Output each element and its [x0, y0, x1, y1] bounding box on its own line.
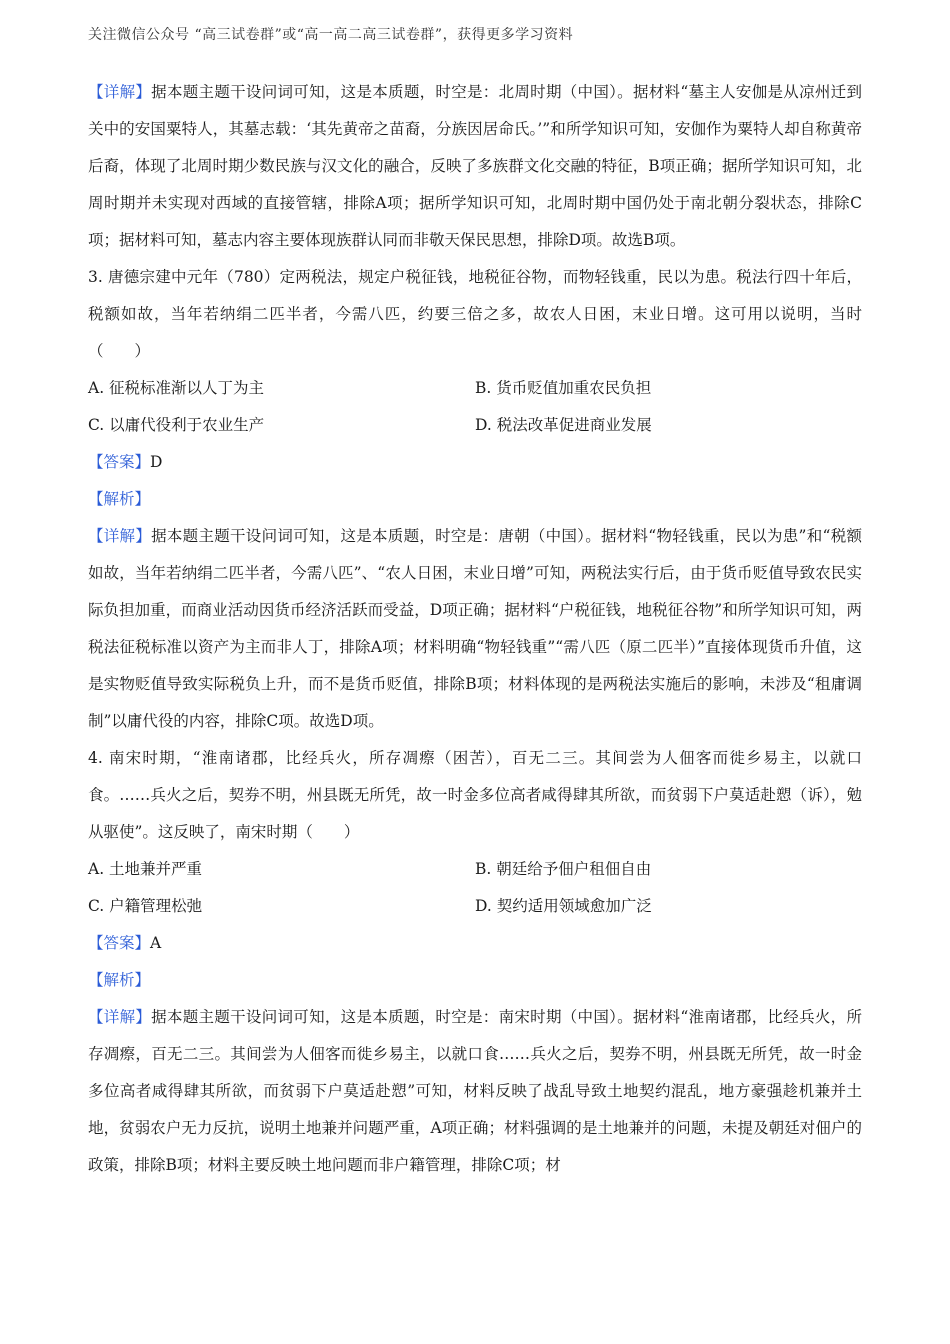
analysis-tag: 【解析】 — [88, 490, 151, 508]
answer-tag: 【答案】 — [88, 453, 151, 471]
page-header: 关注微信公众号 “高三试卷群”或“高一高二高三试卷群”，获得更多学习资料 — [88, 27, 574, 43]
q4-analysis — [88, 962, 862, 999]
q4-answer — [88, 925, 862, 962]
q4-options-row-2 — [88, 888, 862, 925]
q3-option-d: D. 税法改革促进商业发展 — [475, 416, 652, 434]
q4-option-d: D. 契约适用领域愈加广泛 — [475, 897, 652, 915]
q4-detail-text: 据本题主题干设问词可知，这是本质题，时空是：南宋时期（中国）。据材料“淮南诸郡，比经兵火，所存凋瘵，百无二三。其间尝为人佃客而徙乡易主，以就口食……兵火之后，契券不明，州县既无所凭，故一时金多位高者咸得肆其所欲，而贫弱下户莫适赴愬”可知，材料反映了战乱导致土地契约混乱，地方豪强趁机兼并土地，贫弱农户无力反抗，说明土地兼并问题严重，A项正确；材料强调的是土地兼并的问题，未提及朝廷对佃户的政策，排除B项；材料主要反映土地问题而非户籍管理，排除C项；材 — [88, 1008, 862, 1174]
q3-detail-text: 据本题主题干设问词可知，这是本质题，时空是：唐朝（中国）。据材料“物轻钱重，民以为患”和“税额如故，当年若纳绢二匹半者，今需八匹”、“农人日困，末业日增”可知，两税法实行后，由于货币贬值导致农民实际负担加重，而商业活动因货币经济活跃而受益，D项正确；据材料“户税征钱，地税征谷物”和所学知识可知，两税法征税标准以资产为主而非人丁，排除A项；材料明确“物轻钱重”“需八匹（原二匹半）”直接体现货币升值，这是实物贬值导致实际税负上升，而不是货币贬值，排除B项；材料体现的是两税法实施后的影响，未涉及“租庸调制”以庸代役的内容，排除C项。故选D项。 — [88, 527, 862, 730]
document-body — [88, 74, 862, 1184]
answer-tag: 【答案】 — [88, 934, 151, 952]
q4-options-row-1 — [88, 851, 862, 888]
q4-detail — [88, 999, 862, 1184]
q4-option-c: C. 户籍管理松弛 — [88, 897, 203, 915]
q4-option-a: A. 土地兼并严重 — [88, 860, 203, 878]
q3-option-b: B. 货币贬值加重农民负担 — [475, 379, 652, 397]
q3-analysis — [88, 481, 862, 518]
q3-option-a: A. 征税标准渐以人丁为主 — [88, 379, 265, 397]
q3-stem: 3. 唐德宗建中元年（780）定两税法，规定户税征钱，地税征谷物，而物轻钱重，民以为患。税法行四十年后，税额如故，当年若纳绢二匹半者，今需八匹，约要三倍之多，故农人日困，末业日增。这可用以说明，当时（ ） — [88, 268, 862, 360]
detail-tag: 【详解】 — [88, 527, 152, 545]
q4-answer-value: A — [150, 934, 162, 952]
q4-stem: 4. 南宋时期，“淮南诸郡，比经兵火，所存凋瘵（困苦），百无二三。其间尝为人佃客而徙乡易主，以就口食。……兵火之后，契券不明，州县既无所凭，故一时金多位高者咸得肆其所欲，而贫弱下户莫适赴愬（诉），勉从驱使”。这反映了，南宋时期（ ） — [88, 749, 862, 841]
q3-answer-value: D — [150, 453, 163, 471]
q3-detail — [88, 518, 862, 740]
analysis-tag: 【解析】 — [88, 971, 151, 989]
q2-detail-text: 据本题主题干设问词可知，这是本质题，时空是：北周时期（中国）。据材料“墓主人安伽是从凉州迁到关中的安国粟特人，其墓志载：‘其先黄帝之苗裔，分族因居命氏。’”和所学知识可知，安伽作为粟特人却自称黄帝后裔，体现了北周时期少数民族与汉文化的融合，反映了多族群文化交融的特征，B项正确；据所学知识可知，北周时期并未实现对西域的直接管辖，排除A项；据所学知识可知，北周时期中国仍处于南北朝分裂状态，排除C项；据材料可知，墓志内容主要体现族群认同而非敬天保民思想，排除D项。故选B项。 — [88, 83, 862, 249]
q3-answer — [88, 444, 862, 481]
detail-tag: 【详解】 — [88, 1008, 152, 1026]
q2-detail — [88, 74, 862, 259]
q3-options-row-1 — [88, 370, 862, 407]
q3-options-row-2 — [88, 407, 862, 444]
q4-option-b: B. 朝廷给予佃户租佃自由 — [475, 860, 652, 878]
detail-tag: 【详解】 — [88, 83, 152, 101]
q3-option-c: C. 以庸代役利于农业生产 — [88, 416, 265, 434]
